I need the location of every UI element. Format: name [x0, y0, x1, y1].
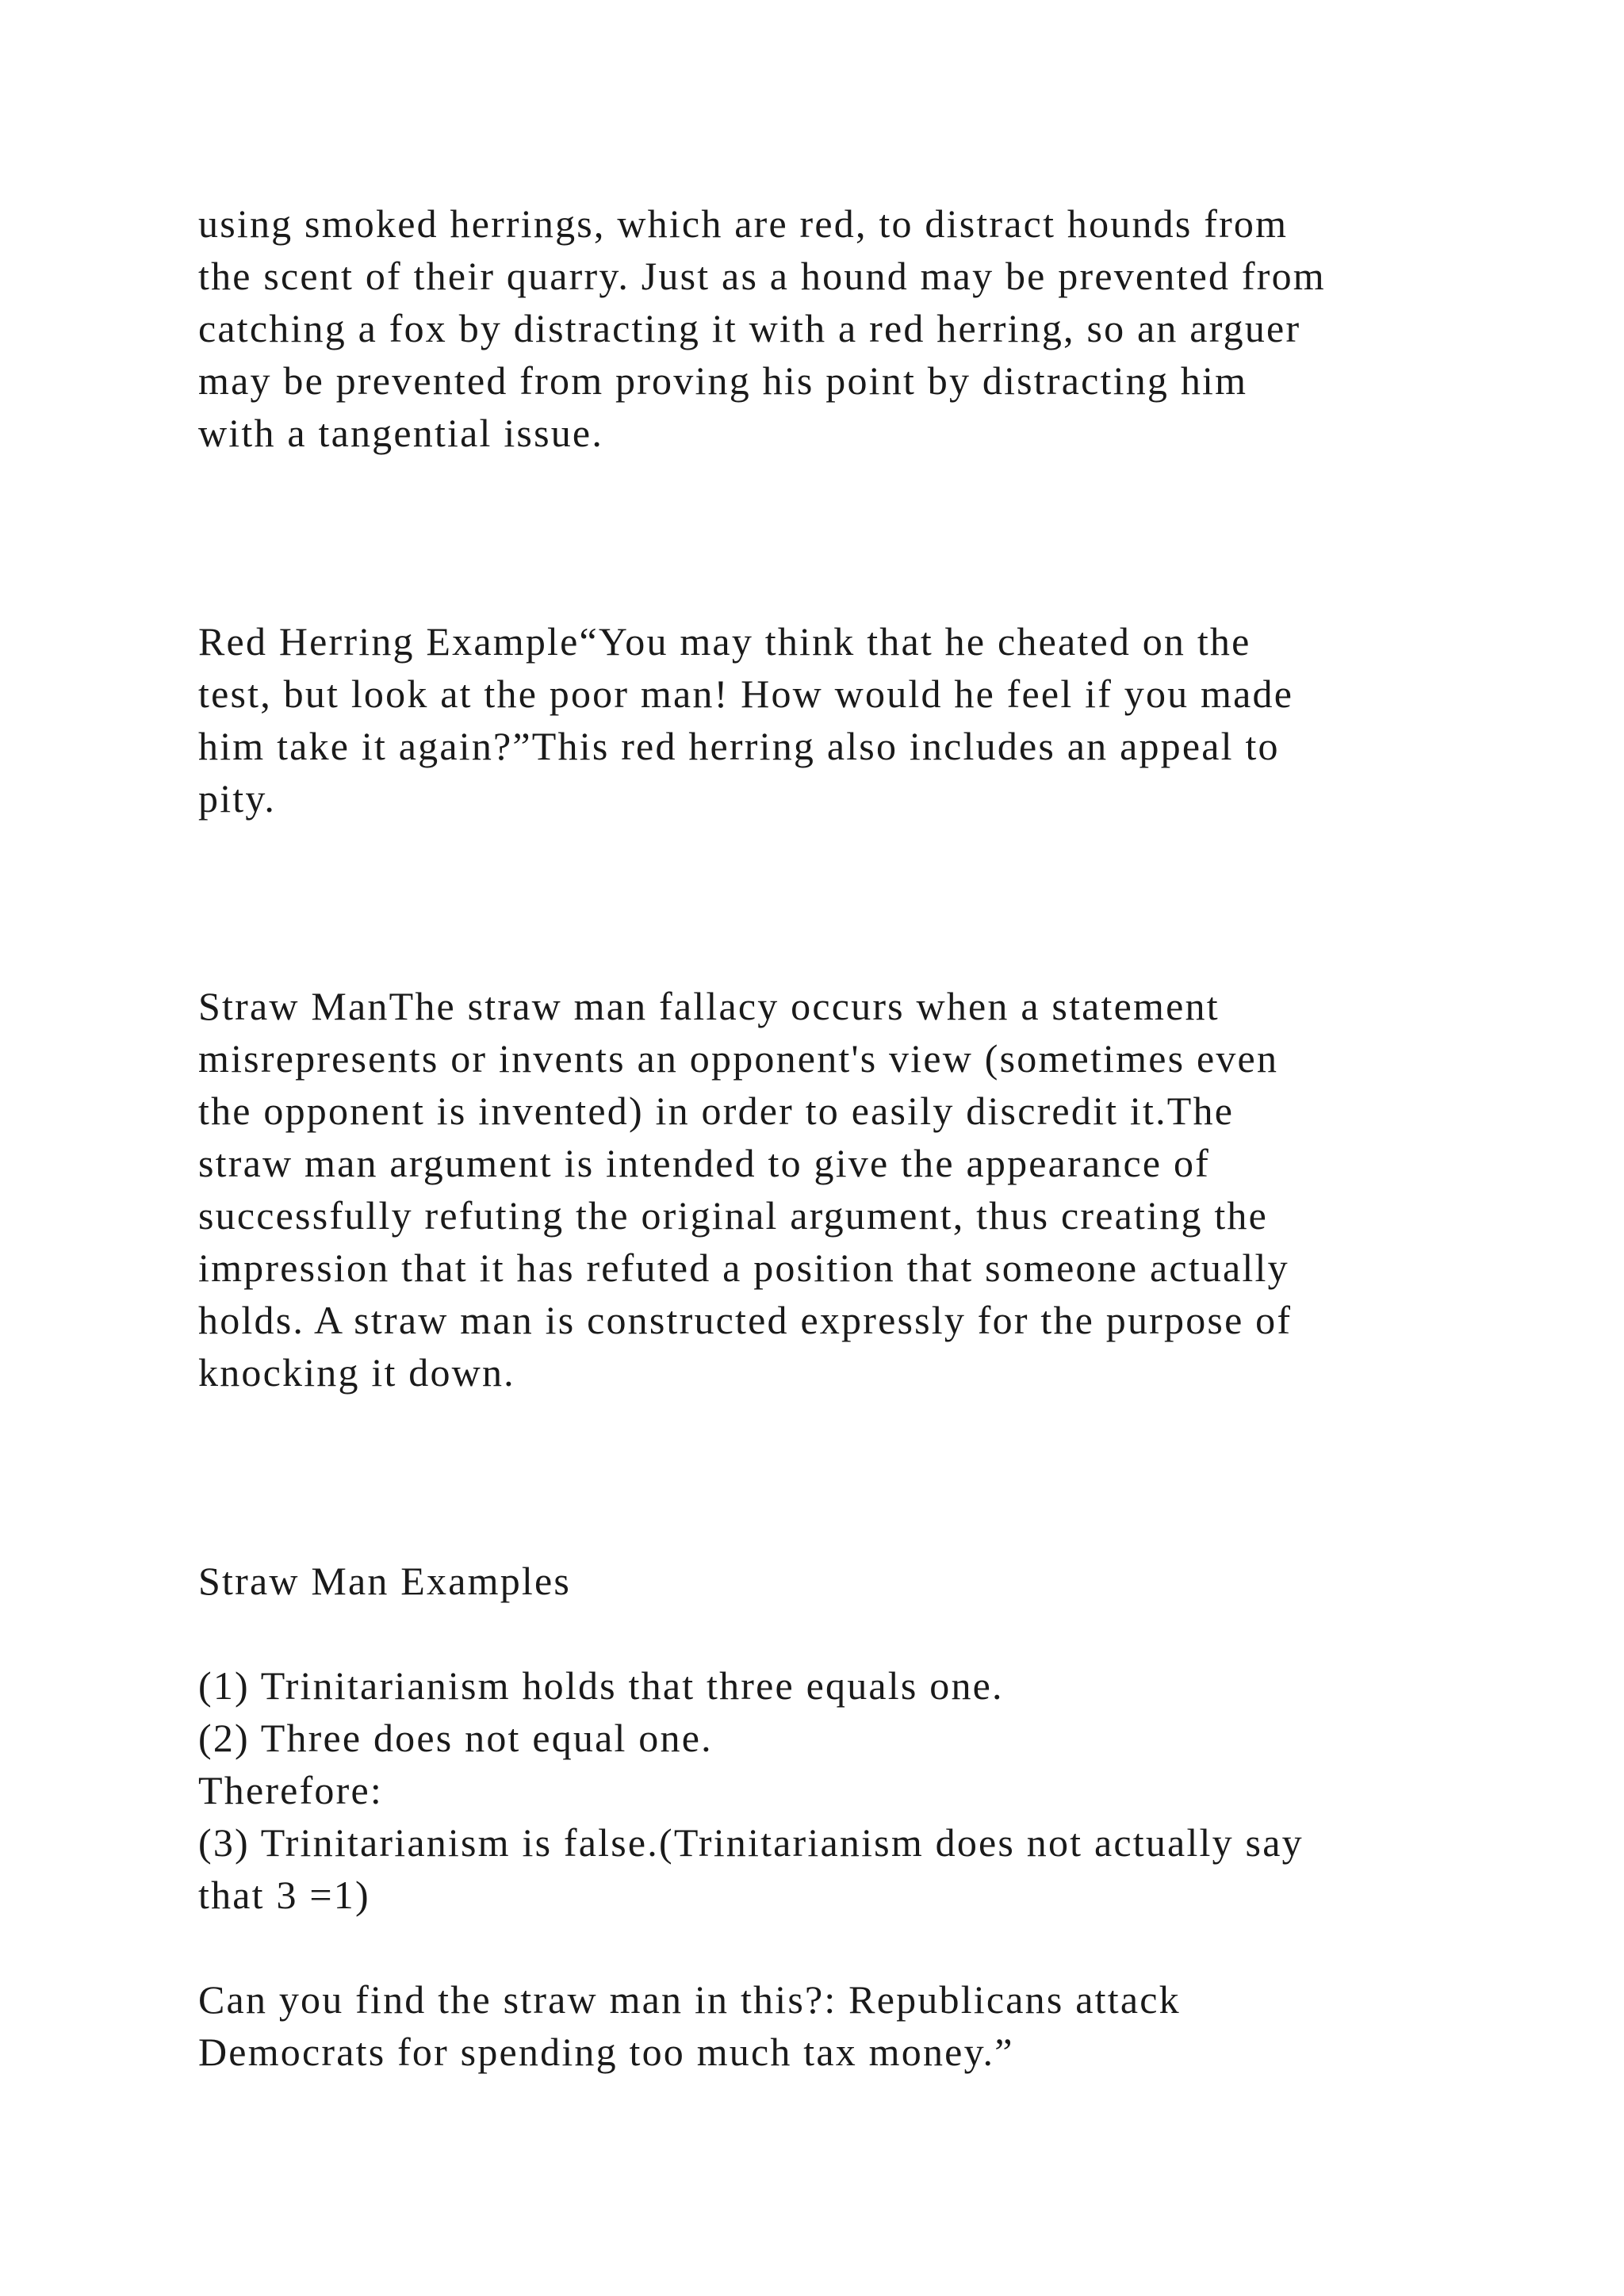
- text-line: holds. A straw man is constructed expressly for the purpose of: [198, 1298, 1293, 1342]
- section-heading: Straw Man Examples: [198, 1559, 572, 1603]
- text-line: straw man argument is intended to give the appearance of: [198, 1141, 1211, 1185]
- text-line: (3) Trinitarianism is false.(Trinitarianism does not actually say: [198, 1820, 1304, 1865]
- text-line: Red Herring Example“You may think that he cheated on the: [198, 619, 1251, 664]
- text-line: the opponent is invented) in order to easily discredit it.The: [198, 1089, 1235, 1133]
- text-line: him take it again?”This red herring also includes an appeal to: [198, 724, 1280, 768]
- text-line: catching a fox by distracting it with a red herring, so an arguer: [198, 306, 1301, 350]
- text-line: misrepresents or invents an opponent's view (sometimes even: [198, 1036, 1279, 1081]
- text-line: (1) Trinitarianism holds that three equals one.: [198, 1663, 1004, 1708]
- text-line: test, but look at the poor man! How would he feel if you made: [198, 672, 1294, 716]
- text-line: that 3 =1): [198, 1873, 370, 1917]
- text-line: Can you find the straw man in this?: Republicans attack: [198, 1977, 1181, 2022]
- text-line: pity.: [198, 776, 277, 821]
- text-line: using smoked herrings, which are red, to distract hounds from: [198, 201, 1289, 246]
- text-line: the scent of their quarry. Just as a hound may be prevented from: [198, 254, 1326, 298]
- text-line: Straw ManThe straw man fallacy occurs when a statement: [198, 984, 1220, 1028]
- text-line: impression that it has refuted a position that someone actually: [198, 1246, 1289, 1290]
- text-line: knocking it down.: [198, 1350, 515, 1395]
- text-line: Democrats for spending too much tax money.”: [198, 2030, 1014, 2074]
- text-line: may be prevented from proving his point by distracting him: [198, 358, 1248, 403]
- text-line: Therefore:: [198, 1768, 383, 1812]
- text-line: successfully refuting the original argument, thus creating the: [198, 1193, 1269, 1238]
- text-line: with a tangential issue.: [198, 411, 604, 455]
- text-line: (2) Three does not equal one.: [198, 1716, 713, 1760]
